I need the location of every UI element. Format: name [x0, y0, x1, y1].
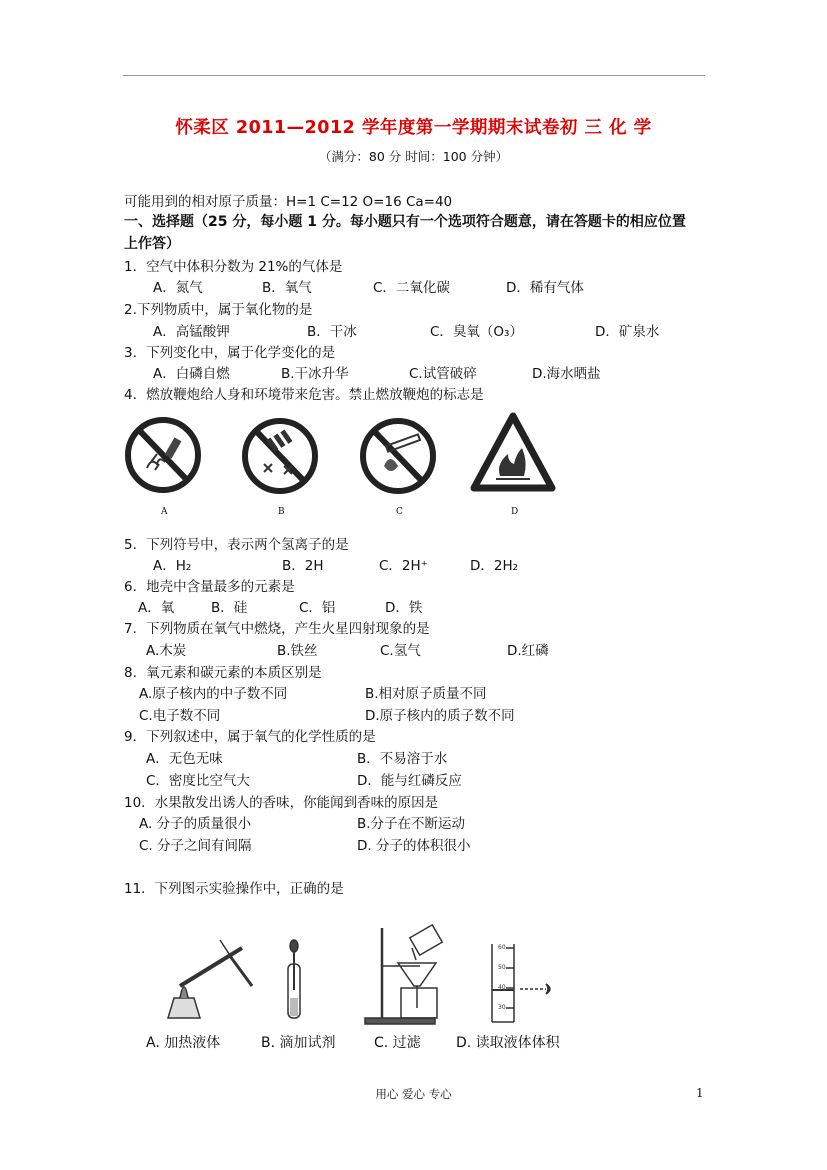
lab-operations-figure — [160, 918, 580, 1028]
q3-option-b: B.干冰升华 — [281, 366, 349, 382]
exam-info: （满分：80 分 时间：100 分钟） — [318, 149, 509, 164]
q3-option-a: A．白磷自燃 — [153, 366, 230, 382]
dropping-reagent-diagram — [288, 940, 300, 1018]
q11-option-a: A. 加热液体 — [146, 1035, 221, 1051]
q10-option-d: D. 分子的体积很小 — [357, 838, 471, 854]
q9-option-b: B．不易溶于水 — [357, 751, 448, 767]
flammable-warning-sign-d — [470, 410, 556, 496]
question-8: 8．氧元素和碳元素的本质区别是 — [124, 665, 322, 681]
question-9: 9．下列叙述中，属于氧气的化学性质的是 — [124, 729, 376, 745]
question-5: 5．下列符号中，表示两个氢离子的是 — [124, 537, 349, 553]
q2-option-a: A．高锰酸钾 — [153, 324, 230, 340]
q1-option-b: B．氧气 — [262, 280, 312, 296]
q7-option-a: A.木炭 — [146, 643, 187, 659]
question-1: 1．空气中体积分数为 21%的气体是 — [124, 259, 343, 275]
q9-option-a: A．无色无味 — [146, 751, 223, 767]
q2-option-c: C．臭氧（O₃） — [430, 324, 523, 340]
q8-option-b: B.相对原子质量不同 — [365, 686, 487, 702]
filtration-diagram — [365, 925, 442, 1024]
q2-option-d: D．矿泉水 — [595, 324, 660, 340]
cylinder-tick-30: 30 — [498, 1004, 506, 1011]
question-10: 10．水果散发出诱人的香味，你能闻到香味的原因是 — [124, 795, 439, 811]
cylinder-tick-50: 50 — [498, 964, 506, 971]
q5-option-d: D．2H₂ — [470, 558, 519, 574]
q5-option-c: C．2H⁺ — [379, 558, 428, 574]
q2-option-b: B．干冰 — [307, 324, 357, 340]
q10-option-a: A. 分子的质量很小 — [139, 816, 252, 832]
question-4: 4．燃放鞭炮给人身和环境带来危害。禁止燃放鞭炮的标志是 — [124, 387, 484, 403]
top-rule — [123, 75, 705, 76]
q1-option-c: C．二氧化碳 — [373, 280, 450, 296]
footer-motto: 用心 爱心 专心 — [375, 1087, 452, 1101]
q8-option-d: D.原子核内的质子数不同 — [365, 708, 515, 724]
q3-option-d: D.海水晒盐 — [532, 366, 601, 382]
question-3: 3．下列变化中，属于化学变化的是 — [124, 345, 336, 361]
q9-option-c: C．密度比空气大 — [146, 773, 250, 789]
question-11: 11．下列图示实验操作中，正确的是 — [124, 881, 344, 897]
sign-b-label: B — [278, 507, 285, 517]
atomic-masses: 可能用到的相对原子质量：H=1 C=12 O=16 Ca=40 — [124, 194, 453, 210]
q6-option-d: D．铁 — [385, 600, 423, 616]
sign-d-label: D — [511, 507, 519, 517]
sign-c-label: C — [396, 507, 403, 517]
q7-option-d: D.红磷 — [507, 643, 549, 659]
no-firecrackers-sign-a — [125, 410, 205, 500]
page-title: 怀柔区 2011—2012 学年度第一学期期末试卷初 三 化 学 — [175, 118, 652, 138]
q11-option-c: C. 过滤 — [374, 1035, 421, 1051]
cylinder-tick-40: 40 — [498, 984, 506, 991]
sign-a-label: A — [161, 507, 168, 517]
q6-option-b: B．硅 — [211, 600, 248, 616]
question-6: 6．地壳中含量最多的元素是 — [124, 579, 295, 595]
q8-option-a: A.原子核内的中子数不同 — [139, 686, 288, 702]
no-firecrackers-sign-b — [240, 410, 322, 500]
q5-option-a: A．H₂ — [153, 558, 192, 574]
q10-option-c: C. 分子之间有间隔 — [139, 838, 252, 854]
q3-option-c: C.试管破碎 — [409, 366, 477, 382]
q1-option-d: D．稀有气体 — [506, 280, 584, 296]
q1-option-a: A．氮气 — [153, 280, 203, 296]
q10-option-b: B.分子在不断运动 — [357, 816, 466, 832]
heating-liquid-diagram — [168, 940, 252, 1018]
q5-option-b: B．2H — [282, 558, 324, 574]
page-number: 1 — [696, 1086, 704, 1100]
q8-option-c: C.电子数不同 — [139, 708, 221, 724]
section-heading-cont: 上作答） — [124, 236, 180, 252]
question-7: 7．下列物质在氧气中燃烧，产生火星四射现象的是 — [124, 621, 430, 637]
q11-option-b: B. 滴加试剂 — [261, 1035, 336, 1051]
q7-option-c: C.氢气 — [380, 643, 421, 659]
no-smoking-sign-c — [356, 410, 438, 500]
q9-option-d: D．能与红磷反应 — [357, 773, 462, 789]
q6-option-c: C．铝 — [299, 600, 336, 616]
q7-option-b: B.铁丝 — [277, 643, 318, 659]
question-2: 2.下列物质中，属于氧化物的是 — [124, 302, 313, 318]
section-heading: 一、选择题（25 分，每小题 1 分。每小题只有一个选项符合题意，请在答题卡的相应位置 — [124, 214, 686, 230]
q11-option-d: D. 读取液体体积 — [456, 1035, 560, 1051]
cylinder-tick-60: 60 — [498, 944, 506, 951]
q6-option-a: A．氧 — [138, 600, 175, 616]
